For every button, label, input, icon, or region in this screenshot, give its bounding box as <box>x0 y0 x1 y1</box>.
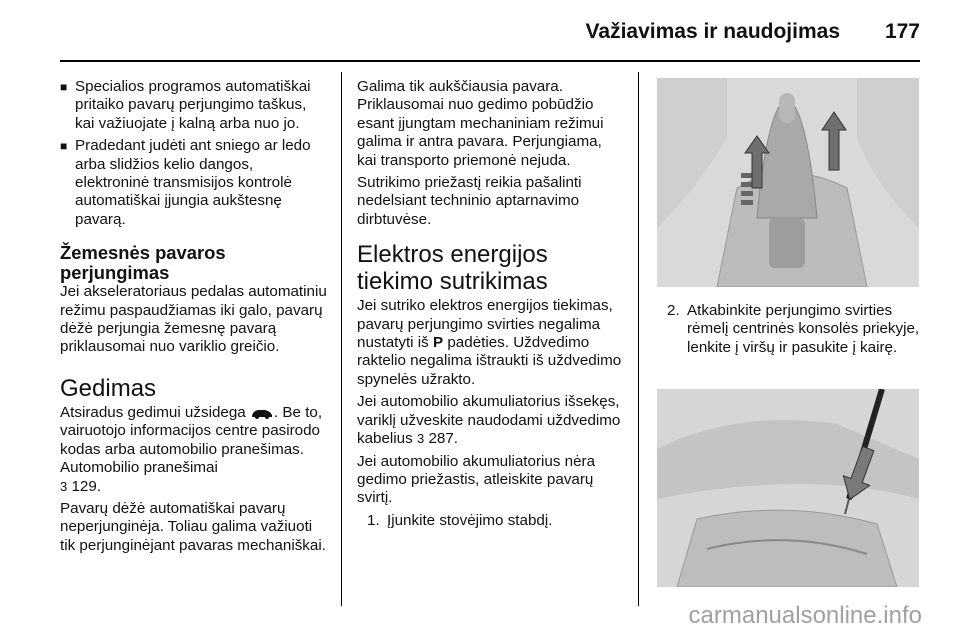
bullet-square-icon: ■ <box>60 139 68 154</box>
console-trim-drawing <box>657 389 919 587</box>
power-failure-paragraph-2: Jei automobilio akumuliatorius išsekęs, variklį užveskite naudodami uždvedimo kabelius 3 287. <box>357 393 621 448</box>
car-transmission-warning-icon <box>250 406 274 420</box>
fault-heading: Gedimas <box>60 374 157 402</box>
reference-triangle-icon: 3 <box>416 431 425 447</box>
bullet-item <box>60 78 328 133</box>
column-2 <box>357 78 625 530</box>
kickdown-text: Jei akseleratoriaus pedalas automatiniu režimu paspaudžiamas iki galo, pavarų dėžė perjungia žemesnę pavarą priklausomai nuo variklio greičio. <box>60 283 327 356</box>
bullet-square-icon: ■ <box>60 80 68 94</box>
column-divider-2 <box>638 72 639 606</box>
power-failure-paragraph-1: Jei sutriko elektros energijos tiekimas, pavarų perjungimo svirties negalima nustatyti iš P padėties. Uždvedimo raktelio negalima ištraukti iš uždvedimo spynelės užrakto. <box>357 297 622 388</box>
watermark: carmanualsonline.info <box>688 602 922 629</box>
bullet-text: Pradedant judėti ant sniego ar ledo arba slidžios kelio dangos, elektroninė transmisijos kontrolė automatiškai įjungia aukštesnę pavarą. <box>75 137 311 228</box>
page-section-title: Važiavimas ir naudojimas <box>585 20 840 43</box>
step-1 <box>357 512 625 530</box>
gear-selector-illustration <box>657 78 919 287</box>
power-failure-paragraph-3: Jei automobilio akumuliatorius nėra gedimo priežastis, atleiskite pavarų svirtį. <box>357 452 596 507</box>
console-trim-illustration <box>657 389 919 587</box>
page-header <box>0 0 960 60</box>
power-failure-heading: Elektros energijos tiekimo sutrikimas <box>357 241 548 296</box>
column-1 <box>60 78 328 559</box>
page-number: 177 <box>884 20 920 43</box>
fault-paragraph-2: Pavarų dėžė automatiškai pavarų neperjunginėja. Toliau galima važiuoti tik perjunginėjant pavaras mechaniškai. <box>60 499 326 554</box>
step-text: Atkabinkite perjungimo svirties rėmelį centrinės konsolės priekyje, lenkite į viršų ir pasukite į kairę. <box>687 302 920 356</box>
bullet-item <box>60 137 328 229</box>
reference-triangle-icon: 3 <box>60 478 68 494</box>
step-2 <box>657 302 922 357</box>
park-position-label: P <box>432 334 444 352</box>
repair-paragraph: Sutrikimo priežastį reikia pašalinti nedelsiant techninio aptarnavimo dirbtuvėse. <box>357 174 582 228</box>
header-divider <box>60 60 920 62</box>
step-number: 1. <box>367 511 380 529</box>
fault-paragraph-1: Atsiradus gedimui užsidega . Be to, vairuotojo informacijos centre pasirodo kodas arba automobilio pranešimas. Automobilio pranešimai 3 129. <box>60 403 323 495</box>
step-text: Įjunkite stovėjimo stabdį. <box>387 511 553 529</box>
step-number: 2. <box>667 302 680 319</box>
column-divider-1 <box>341 72 342 606</box>
bullet-text: Specialios programos automatiškai pritaiko pavarų perjungimo taškus, kai važiuojate į kalną arba nuo jo. <box>75 78 311 132</box>
kickdown-heading: Žemesnės pavaros perjungimas <box>60 242 226 284</box>
gear-paragraph: Galima tik aukščiausia pavara. Priklausomai nuo gedimo pobūdžio esant įjungtam mechaniniam režimui galima ir antra pavara. Perjungiama, kai transporto priemonė nejuda. <box>357 78 604 169</box>
gear-selector-drawing <box>657 78 919 287</box>
